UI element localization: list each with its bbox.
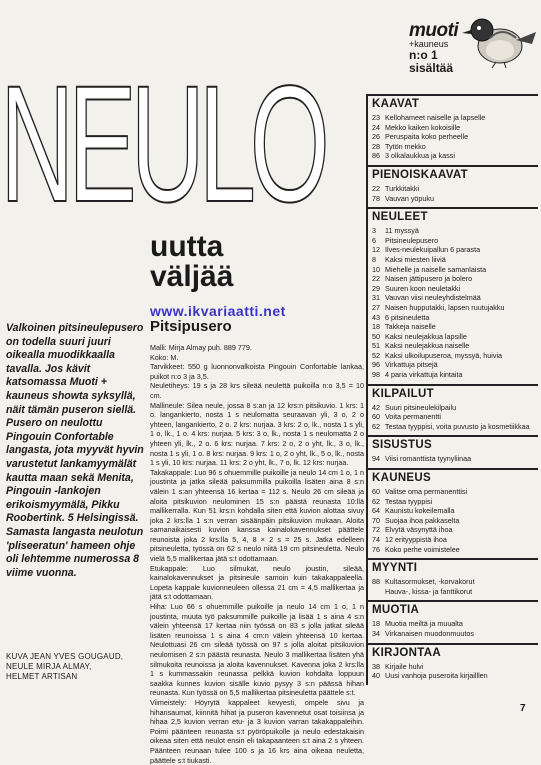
headline-big-text: NEULO — [0, 52, 324, 237]
contents-section-title: MUOTIA — [372, 604, 420, 617]
contents-item-title: Muotia meiltä ja muualta — [385, 619, 463, 629]
contents-item-title: Valitse oma permanenttisi — [385, 487, 468, 497]
contents-item[interactable] — [372, 545, 538, 555]
headline-line2: väljää — [150, 260, 234, 293]
credit-line: KUVA JEAN YVES GOUGAUD, — [6, 652, 124, 661]
contents-item[interactable] — [372, 194, 538, 204]
contents-item-title: Miehelle ja naiselle samanlaista — [385, 264, 487, 274]
contents-item-page: 8 — [372, 254, 376, 264]
contents-item-page: 18 — [372, 322, 380, 332]
contents-item[interactable] — [372, 322, 538, 332]
contents-item-page: 60 — [372, 412, 380, 422]
contents-item-page: 28 — [372, 141, 380, 151]
contents-item-page: 74 — [372, 535, 380, 544]
contents-item-page: 29 — [372, 283, 380, 293]
contents-item-page: 18 — [372, 619, 380, 629]
contents-item[interactable] — [372, 341, 538, 351]
contents-item[interactable] — [372, 236, 538, 246]
page-number: 7 — [520, 703, 526, 714]
contents-item[interactable] — [372, 577, 538, 587]
contents-item[interactable] — [372, 151, 538, 161]
contents-item-title: Kirjaile hulvi — [385, 661, 424, 671]
bird-illustration — [456, 6, 538, 68]
contents-section — [368, 600, 538, 642]
contents-section-title: MYYNTI — [372, 562, 418, 575]
contents-item[interactable] — [372, 454, 538, 464]
contents-label: sisältää — [409, 61, 454, 75]
contents-item-title: Vauvan yöpuku — [385, 193, 435, 203]
contents-item-page: 50 — [372, 331, 380, 341]
contents-item-page: 26 — [372, 132, 380, 142]
contents-item-page: 72 — [372, 525, 380, 535]
contents-item[interactable] — [372, 370, 538, 380]
contents-item-page: 94 — [372, 454, 380, 464]
brand-kauneus: +kauneus — [409, 39, 449, 49]
contents-section — [368, 207, 538, 384]
contents-item-page: 3 — [372, 226, 376, 236]
contents-item[interactable] — [372, 422, 538, 432]
contents-item-title: Kellohameet naiselle ja lapselle — [385, 113, 486, 122]
contents-item-page: 27 — [372, 302, 380, 312]
contents-item-page: 31 — [372, 293, 380, 303]
contents-item-page: 43 — [372, 312, 380, 322]
article-paragraph: Hiha: Luo 66 s ohuemmille puikoille ja neulo 14 cm 1 o, 1 n joustinta, muuta työ paksummille puikoille ja lisää 1 s aina 4 s:n välein yhteensä 17 kertaa niin työssä on 83 s jolla jatkat sileää lisäten reunoissa 1 s aina 4 cm:n välein yhteensä 10 kertaa. Neulottuasi 26 cm sileää työssä on 97 s jolla aloitat pitsikuvion neulomisen 2 s:n päästä reunasta. Neulo 3 mallikertaa lisäten yhä silmukoita reunoissa ja aloita kavennukset. Kavenna joka 2 krs:lla 1 s kummassakin reunassa pelkkä kuvion kohdalta loppuun saakka kunnes kuvion sisälle kuvio pysyy 3 s:n päässä hihan reunasta. Kun työssä on 5,5 mallikertaa pitsineuletta päättele s:t. — [150, 602, 364, 698]
contents-item-title: Tytön mekko — [385, 141, 426, 151]
contents-section — [368, 165, 538, 207]
contents-item[interactable] — [372, 284, 538, 294]
contents-item-title: 12 erityyppistä ihoa — [385, 535, 447, 544]
contents-section-title: NEULEET — [372, 211, 428, 224]
contents-section-title: KAUNEUS — [372, 472, 431, 485]
contents-item[interactable] — [372, 662, 538, 672]
contents-item-page: 70 — [372, 515, 380, 525]
contents-item-page: 34 — [372, 628, 380, 638]
contents-item-title: Kaksi miesten liiviä — [385, 254, 446, 264]
contents-item-title: Kultasormukset, -korvakorut — [385, 577, 475, 587]
contents-item-page: 10 — [372, 264, 380, 274]
contents-item[interactable] — [372, 303, 538, 313]
article-paragraph: Tarvikkeet: 550 g luonnonvalkoista Pingouin Confortable lankaa, puikot n:o 3 ja 3,5. — [150, 362, 364, 381]
contents-item-page: 51 — [372, 341, 380, 351]
contents-item[interactable] — [372, 132, 538, 142]
contents-section — [368, 384, 538, 436]
contents-item-title: Testaa tyyppisi — [385, 496, 433, 506]
contents-item-page: 38 — [372, 661, 380, 671]
contents-section-title: KIRJONTAA — [372, 646, 441, 659]
contents-item-title: Testaa tyyppisi, voita puvusto ja kosmetiikkaa — [385, 421, 530, 431]
contents-item-title: Mekko kaiken kokoisille — [385, 122, 461, 132]
contents-item-page: 62 — [372, 421, 380, 431]
contents-item-title: Kaksi neulejakkua lapsille — [385, 331, 467, 341]
article-paragraph: Viimeistely: Höyrytä kappaleet kevyesti, ompele sivu ja hihansaumat, kiinnitä hihat ja puseron kavennetut osat toisiinsa ja hihaa 2,5 kuvion verran etu- ja 3 kuvion varran takakappaleihin. Poimi päänteen reunasta s:t pyöröpuikolle ja neulo edestakaisin oikeaa siten että neulot ensin eli takapaanteen s:t aina 2 s yhteen. Päänteen reunaan tulee 100 s ja 16 krs aina oikeaa neuletta, päättele s:t tiukasti. — [150, 697, 364, 765]
contents-item[interactable] — [372, 516, 538, 526]
contents-item-page: 78 — [372, 193, 380, 203]
contents-item-title: 6 pitsineuletta — [385, 312, 430, 322]
contents-section-title: SISUSTUS — [372, 439, 432, 452]
contents-item-title: Hauva-, kissa- ja fanttikorut — [385, 586, 473, 596]
headline-big — [0, 52, 372, 237]
article-title: Pitsipusero — [150, 318, 232, 335]
contents-item-page: 42 — [372, 402, 380, 412]
contents-item[interactable] — [372, 351, 538, 361]
article-body — [150, 343, 364, 765]
contents-item-title: Suojaa ihoa pakkaselta — [385, 515, 460, 525]
contents-item-title: Peruspaita koko perheelle — [385, 132, 469, 142]
contents-item-page: 62 — [372, 496, 380, 506]
contents-section — [368, 94, 538, 165]
contents-item-page: 98 — [372, 370, 380, 380]
contents-section — [368, 558, 538, 600]
contents-item-page: 60 — [372, 487, 380, 497]
contents-item-page: 76 — [372, 544, 380, 554]
contents-item-title: Elvytä väsynyttä ihoa — [385, 525, 453, 535]
credit-line: HELMET ARTISAN — [6, 672, 78, 681]
contents-item[interactable] — [372, 274, 538, 284]
contents-section — [368, 435, 538, 468]
headline-line1: uutta — [150, 230, 224, 263]
contents-item-title: Ilves-neulekuipallun 6 parasta — [385, 245, 481, 255]
contents-item[interactable] — [372, 245, 538, 255]
contents-item-page: 64 — [372, 506, 380, 516]
contents-item-page: 22 — [372, 183, 380, 193]
contents-item-title: Pitsineulepusero — [385, 235, 439, 245]
article-paragraph: Mallineule: Silea neule, jossa 8 s:an ja 12 krs:n pitsikuvio. 1 krs: 1 o. langankierto, nosta 1 s neulomatta seuraavan yli, 3 o, 2 o yhteen, langankierto, 2 o. 2 krs: nurjaa. 3 krs: 2 o, lk., nosta 1 s yli, 1 o, lk., 1 o. 4 krs: nurjaa. 5 krs: 3 o, lk., nosta 1 s neulomatta 2 o yhteen yli, lk., 2 o. 6 krs: nurjaa. 7 krs: 2 o, 2 o yht, lk., 3 o, lk., nosta 1 s yli, 1 o. 8 krs: nurjaa. 9 krs: 1 o, 2 o yht, lk., 5 o, lk., nosta 1 s yli, 10 krs: nurjaa. 11 krs: 2 o yht, lk., 7 o, lk. 12 krs: nurjaa. — [150, 400, 364, 468]
contents-item-title: Koko perhe voimistelee — [385, 544, 460, 554]
contents-item-page: 88 — [372, 577, 380, 587]
credit-line: NEULE MIRJA ALMAY, — [6, 662, 92, 671]
contents-item[interactable] — [372, 360, 538, 370]
contents-section-title: KILPAILUT — [372, 387, 434, 400]
contents-item[interactable] — [372, 113, 538, 123]
contents-item-title: 4 paria virkattuja kintaita — [385, 370, 463, 380]
contents-item[interactable] — [372, 142, 538, 152]
contents-item-title: Vauvan viisi neuleyhdistelmää — [385, 293, 481, 303]
contents-item[interactable] — [372, 255, 538, 265]
contents-item-title: Virkattuja pitsejä — [385, 360, 438, 370]
magazine-brand — [409, 22, 463, 75]
contents-item[interactable] — [372, 123, 538, 133]
contents-section-title: PIENOISKAAVAT — [372, 168, 468, 181]
contents-item-title: Kaksi neulejakkua naiselle — [385, 341, 470, 351]
contents-item[interactable] — [372, 403, 538, 413]
contents-item[interactable] — [372, 587, 538, 597]
contents-item-title: Naisen hupputakki, lapsen ruutujakku — [385, 302, 505, 312]
contents-item-title: Turkkitakki — [385, 183, 420, 193]
contents-section-title: KAAVAT — [372, 98, 420, 110]
contents-item[interactable] — [372, 412, 538, 422]
article-paragraph: Takakappale: Luo 96 s ohuemmille puikoille ja neulo 14 cm 1 o, 1 n joustinta ja jatka sileää paksummilla puikoilla lisäten aina 8 s:n välein 1 s:an yhteensä 16 kertaa = 112 s. Neulo 26 cm sileää ja aloita pitsikuvion neulominen 15 s:n päästä reunasta 10:llä mallikerralla. Kun 51 krs:n kohdalla siten että kuvion alottaa sivuy joka 2 krs:lla 1 s:n verran sisäänpäin pitsikuvion mukaan. Aloita samanaikaisesti kuvion kanssa kainalokavennukset päättele reunoista joka 2 krs:lla 5, 4, 8 × 2 s = 25 s. Jatka edelleen pitsineuletta, työssä on 62 s neulo niitä 19 cm pitsineuletta. Neulo vielä 5,5 mallikertaa jätä s:t odottamaan. — [150, 467, 364, 564]
article-paragraph: Etukappale: Luo silmukat, neulo joustin, sileää, kainalokavennukset ja pitsineule samoin kuin takakappaleella. Lopeta kappale kuvionneuleen ollessa 21 cm = 4,5 mallikertaa ja jätä s:t odottamaan. — [150, 563, 364, 602]
watermark-link[interactable]: www.ikvariaatti.net — [150, 303, 286, 319]
contents-item[interactable] — [372, 332, 538, 342]
contents-item-page: 86 — [372, 151, 380, 161]
contents-item-page: 12 — [372, 245, 380, 255]
contents-item[interactable] — [372, 487, 538, 497]
brand-muoti: muoti — [409, 20, 459, 41]
contents-item-page: 96 — [372, 360, 380, 370]
contents-item-title: Suuri pitsineulekilpailu — [385, 402, 457, 412]
contents-item[interactable] — [372, 184, 538, 194]
contents-item[interactable] — [372, 535, 538, 545]
contents-section — [368, 468, 538, 558]
contents-item[interactable] — [372, 619, 538, 629]
contents-item[interactable] — [372, 525, 538, 535]
article-paragraph: Malli: Mirja Almay puh. 889 779. — [150, 343, 252, 352]
contents-item-title: Takkeja naiselle — [385, 322, 436, 332]
contents-item[interactable] — [372, 293, 538, 303]
contents-item-title: Voita permanentti — [385, 412, 441, 422]
contents-item[interactable] — [372, 506, 538, 516]
photo-credits — [6, 652, 144, 682]
contents-item-title: Naisen jättipusero ja bolero — [385, 274, 473, 284]
contents-item-page: 6 — [372, 235, 376, 245]
contents-item[interactable] — [372, 629, 538, 639]
contents-item-page: 24 — [372, 122, 380, 132]
contents-item[interactable] — [372, 265, 538, 275]
contents-item[interactable] — [372, 497, 538, 507]
contents-item-title: Uusi vanhoja puseroita kirjailllen — [385, 671, 488, 681]
contents-item-page: 40 — [372, 671, 380, 681]
contents-item[interactable] — [372, 671, 538, 681]
contents-section — [368, 643, 538, 685]
contents-item-title: Kaunistu kokeilemalla — [385, 506, 455, 516]
contents-item-page: 52 — [372, 350, 380, 360]
article-paragraph: Neuletiheys: 19 s ja 28 krs sileää neulettä puikoilla n:o 3,5 = 10 cm. — [150, 381, 364, 400]
contents-item-page: 23 — [372, 113, 380, 122]
contents-item-title: Suuren koon neuletakki — [385, 283, 461, 293]
contents-item-title: Viisi romanttista tyynyliinaa — [385, 454, 472, 464]
issue-number: n:o 1 — [409, 48, 438, 62]
article-paragraph: Koko: M. — [150, 352, 179, 362]
table-of-contents — [366, 94, 538, 685]
contents-item-title: 11 myssyä — [385, 226, 419, 236]
contents-item[interactable] — [372, 313, 538, 323]
contents-item-title: Kaksi ulkoilupuseroa, myssyä, huivia — [385, 350, 503, 360]
contents-item[interactable] — [372, 226, 538, 236]
contents-item-page: 22 — [372, 274, 380, 284]
contents-item-title: 3 olkalaukkua ja kassi — [385, 151, 455, 161]
contents-item-title: Virkanaisen muodonmuutos — [385, 628, 474, 638]
intro-text: Valkoinen pitsineulepusero on todella suuri juuri oikealla muodikkaalla tavalla. Jos kävit katsomassa Muoti + kauneus showta syksyllä, näit tämän puseron siellä. Pusero on neulottu Pingouin Confortable langasta, jota myyvät hyvin varustetut lankamyymälät kautta maan sekä Menita, Pingouin -lankojen erikoismyymälä, Pikku Roobertink. 5 Helsingissä. Samasta langasta neulotun 'pliseeratun' hameen ohje oli lehtemme numerossa 8 viime vuonna. — [6, 322, 144, 579]
